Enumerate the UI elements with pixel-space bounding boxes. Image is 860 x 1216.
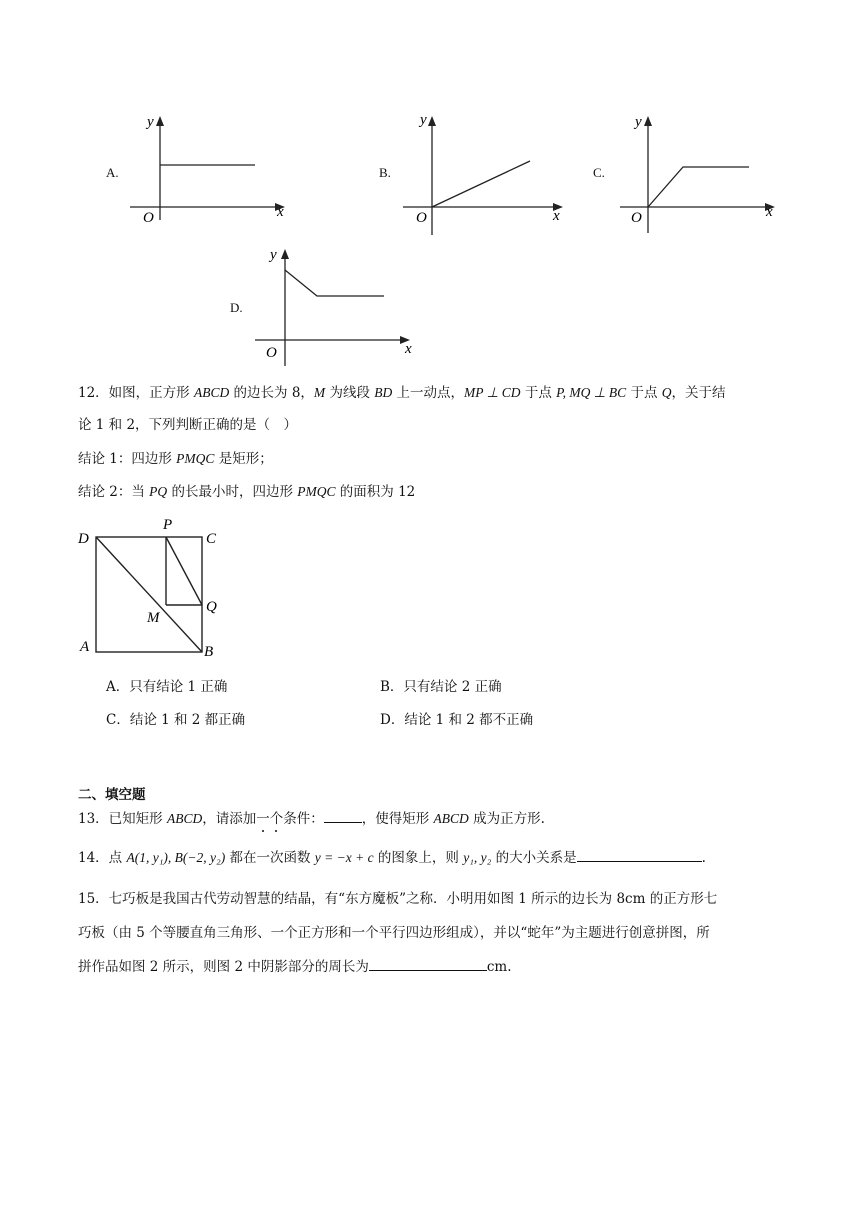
origin-label: O xyxy=(416,210,427,226)
vertex-b-label: B xyxy=(204,644,214,660)
x-axis-label: x xyxy=(553,208,560,224)
graph-b xyxy=(398,110,573,238)
option-label-b: B. xyxy=(379,165,391,180)
vertex-c-label: C xyxy=(206,531,217,547)
q14-answer-blank[interactable] xyxy=(577,847,702,862)
q13: 13．已知矩形 ABCD，请添加一个条件： ，使得矩形 ABCD 成为正方形. xyxy=(78,808,545,829)
option-label-a: A. xyxy=(106,165,119,180)
q12-option-a[interactable]: A．只有结论 1 正确 xyxy=(106,679,228,695)
graph-a xyxy=(125,110,290,230)
q12-line2: 论 1 和 2，下列判断正确的是（ ） xyxy=(78,417,298,433)
q15-line3: 拼作品如图 2 所示，则图 2 中阴影部分的周长为 cm. xyxy=(78,956,512,977)
y-axis-label: y xyxy=(270,247,277,263)
square-figure xyxy=(75,515,235,660)
option-label-d: D. xyxy=(230,300,243,315)
q12-conclusion-2: 结论 2：当 PQ 的长最小时，四边形 PMQC 的面积为 12 xyxy=(78,484,416,500)
graph-c xyxy=(615,110,780,235)
vertex-d-label: D xyxy=(78,531,89,547)
origin-label: O xyxy=(266,345,277,361)
x-axis-label: x xyxy=(766,204,773,220)
origin-label: O xyxy=(631,210,642,226)
q12-conclusion-1: 结论 1：四边形 PMQC 是矩形； xyxy=(78,451,273,467)
q14: 14．点 A(1, y₁), B(−2, y₂) 都在一次函数 y = −x + c 的图象上，则 y₁, y₂ 的大小关系是 . xyxy=(78,847,706,868)
point-q-label: Q xyxy=(206,599,217,615)
option-label-c: C. xyxy=(593,165,605,180)
x-axis-label: x xyxy=(277,204,284,220)
q15-answer-blank[interactable] xyxy=(369,956,487,971)
section-title: 二、填空题 xyxy=(78,787,146,803)
q12-option-d[interactable]: D．结论 1 和 2 都不正确 xyxy=(380,712,534,728)
point-m-label: M xyxy=(147,610,160,626)
y-axis-label: y xyxy=(147,114,154,130)
origin-label: O xyxy=(143,210,154,226)
q12-line1: 12．如图，正方形 ABCD 的边长为 8，M 为线段 BD 上一动点，MP ⊥ CD 于点 P, MQ ⊥ BC 于点 Q，关于结 xyxy=(78,385,726,401)
y-axis-label: y xyxy=(635,114,642,130)
point-p-label: P xyxy=(163,517,173,533)
q12-option-c[interactable]: C．结论 1 和 2 都正确 xyxy=(106,712,246,728)
q12-option-b[interactable]: B．只有结论 2 正确 xyxy=(380,679,502,695)
y-axis-label: y xyxy=(420,112,427,128)
x-axis-label: x xyxy=(405,341,412,357)
q15-line1: 15．七巧板是我国古代劳动智慧的结晶，有“东方魔板”之称．小明用如图 1 所示的边长为 8cm 的正方形七 xyxy=(78,891,718,907)
q15-line2: 巧板（由 5 个等腰直角三角形、一个正方形和一个平行四边形组成），并以“蛇年”为主题进行创意拼图，所 xyxy=(78,925,710,941)
q13-answer-blank[interactable] xyxy=(324,808,362,823)
vertex-a-label: A xyxy=(80,639,90,655)
graph-d xyxy=(250,243,420,368)
